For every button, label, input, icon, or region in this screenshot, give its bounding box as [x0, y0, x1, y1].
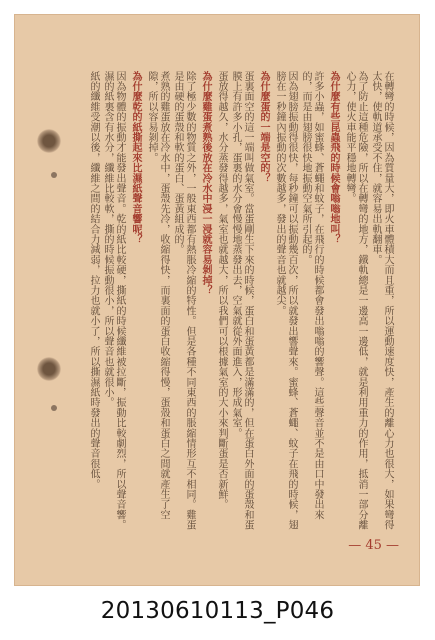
paragraph: 許多小蟲，如蜜蜂、蒼蠅和蚊子，在飛行的時候都會發出嗡嗡的響聲。這些聲音並不是由口中發出來的，而是由翅膀很快地振動空氣所引起的。 [300, 71, 323, 520]
vertical-text-block [73, 71, 393, 531]
binding-mark-bottom [51, 405, 57, 411]
document-page [14, 14, 420, 586]
paragraph: 為了防止這種危險，所以在轉彎的地方，鐵軌總是一邊高一邊低，就是利用重力的作用，抵消一部分離心力，使火車能平穩地轉彎。 [344, 71, 367, 530]
section-title: 為什麼有些昆蟲飛的時候會嗡嗡地叫？ [328, 71, 339, 245]
paragraph: 蛋放得越久，水分蒸發得越多，氣室也就越大，所以我們可以根據氣室的大小來判斷蛋是否新鮮。 [216, 71, 227, 510]
section-title: 為什麼蛋的一端是空的？ [258, 71, 269, 184]
page-number: — 45 — [348, 538, 399, 553]
binding-mark-top [51, 172, 57, 178]
binding-hole-top [37, 129, 61, 153]
paragraph: 除了極少數的物質之外，一般東西都有熱脹冷縮的特性。但是各種不同東西的脹縮情形互不相同。雞蛋是由硬的蛋殼和軟的蛋白、蛋黃組成的。 [172, 71, 195, 530]
paragraph: 蛋裏面空的這一端叫做氣室。當蛋剛生下來的時候，蛋白和蛋黃都是滿滿的，但在蛋白外面的蛋殼和蛋膜上有許多小孔，蛋裏的水分會慢慢地蒸發出去，空氣就從外面進入，形成氣室。 [230, 71, 253, 530]
paragraph: 紙的纖維受潮以後，纖維之間的結合力減弱，拉力也就小了，所以撕濕紙時發出的聲音很低。 [88, 71, 99, 490]
image-caption: 20130610113_P046 [100, 598, 335, 624]
section-title: 為什麼雞蛋煮熟後放在冷水中浸一浸就容易剝掉？ [200, 71, 211, 296]
paragraph: 因為翅膀振動得很快，每秒鐘可以振動幾百次，所以就發出響聲來。蜜蜂、蒼蠅、蚊子在飛的時候，翅膀在一秒鐘內振動的次數越多，發出的聲音也就越尖。 [274, 71, 297, 530]
section-title: 為什麼乾的紙撕起來比濕紙聲音響呢？ [130, 71, 141, 245]
paragraph: 煮熟的雞蛋放在冷水中，蛋殼先冷，收縮得快，而裏面的蛋白收縮得慢，蛋殼和蛋白之間就產生了空隙，所以容易剝掉。 [146, 71, 169, 520]
paragraph: 因為物體的振動才能發出聲音。乾的紙比較硬，撕紙的時候纖維被拉斷，振動比較劇烈，所以聲音響。濕的紙裏含有水分，纖維比較軟，撕的時候振動很小，所以聲音也就很小。 [102, 71, 125, 530]
binding-hole-bottom [37, 357, 61, 381]
paragraph: 在轉彎的時候，因為質量大，即火車體積大而且重，所以運動速度快，產生的離心力也很大，如果彎得太快，使軌道承受不住，就容易出軌翻車。 [370, 71, 393, 530]
